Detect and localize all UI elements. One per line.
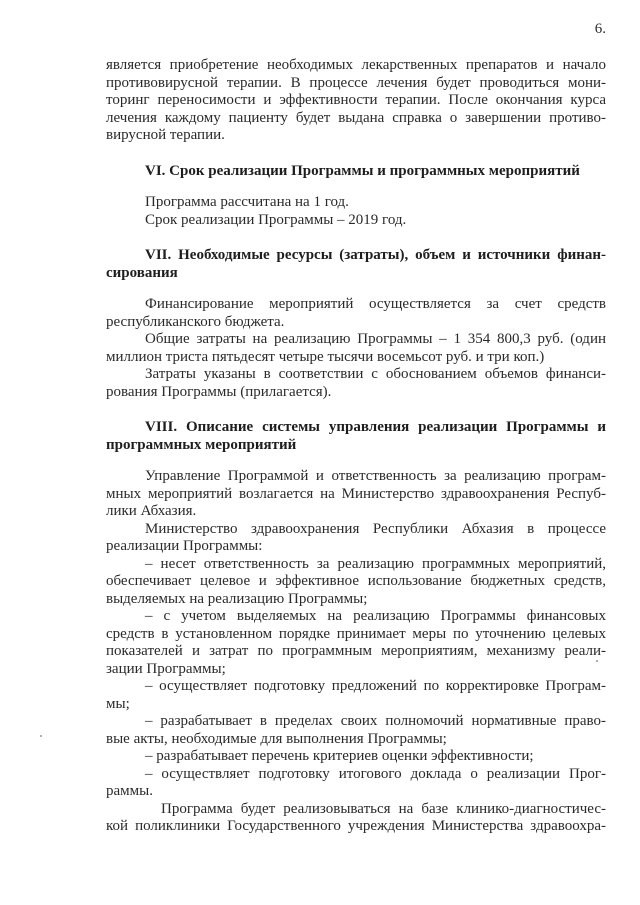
paragraph bbox=[106, 331, 606, 366]
text-line: – разрабатывает в пределах своих полномочий нормативные право- bbox=[145, 713, 606, 729]
text-line: выделяемых на реализацию Программы; bbox=[106, 590, 368, 607]
text-line: Срок реализации Программы – 2019 год. bbox=[145, 211, 407, 228]
text-line: VI. Срок реализации Программы и программных мероприятий bbox=[145, 162, 580, 179]
text-line: Программа рассчитана на 1 год. bbox=[145, 194, 349, 210]
text-line: – с учетом выделяемых на реализацию Программы финансовых bbox=[145, 608, 606, 624]
text-line: вирусной терапии. bbox=[106, 127, 225, 143]
paragraph bbox=[106, 748, 606, 766]
text-line: программных мероприятий bbox=[106, 436, 297, 453]
text-line: противовирусной терапии. В процессе лечения будет проводиться мони- bbox=[106, 74, 606, 91]
scan-speck bbox=[40, 735, 42, 737]
text-line: средств в установленном порядке принимает меры по уточнению целевых bbox=[106, 625, 606, 642]
paragraph bbox=[106, 212, 606, 230]
section-heading bbox=[106, 247, 606, 282]
paragraph bbox=[106, 296, 606, 331]
text-line: – несет ответственность за реализацию программных мероприятий, bbox=[145, 555, 606, 572]
text-line: республиканского бюджета. bbox=[106, 313, 285, 330]
paragraph bbox=[106, 556, 606, 609]
paragraph bbox=[106, 57, 606, 145]
text-line: лики Абхазия. bbox=[106, 503, 197, 519]
document-body bbox=[106, 57, 606, 836]
text-line: – осуществляет подготовку итогового доклада о реализации Прог- bbox=[145, 765, 606, 782]
section-heading bbox=[106, 163, 606, 181]
text-line: Министерство здравоохранения Республики Абхазия в процессе bbox=[145, 520, 606, 537]
text-line: Программа будет реализовываться на базе клинико-диагностичес- bbox=[161, 800, 606, 817]
paragraph bbox=[106, 194, 606, 212]
text-line: VII. Необходимые ресурсы (затраты), объем и источники финан- bbox=[145, 247, 606, 263]
scan-speck bbox=[596, 660, 598, 662]
text-line: рования Программы (прилагается). bbox=[106, 383, 332, 400]
text-line: сирования bbox=[106, 264, 178, 281]
text-line: Затраты указаны в соответствии с обоснованием объемов финанси- bbox=[145, 366, 606, 382]
text-line: мных мероприятий возлагается на Министерство здравоохранения Респуб- bbox=[106, 485, 606, 502]
text-line: Управление Программой и ответственность за реализацию програм- bbox=[145, 468, 606, 484]
paragraph bbox=[106, 678, 606, 713]
text-line: обеспечивает целевое и эффективное использование бюджетных средств, bbox=[106, 573, 606, 589]
paragraph bbox=[106, 766, 606, 801]
text-line: вые акты, необходимые для выполнения Программы; bbox=[106, 730, 447, 747]
text-line: реализации Программы: bbox=[106, 538, 263, 554]
section-heading bbox=[106, 419, 606, 454]
text-line: VIII. Описание системы управления реализации Программы и bbox=[145, 419, 606, 435]
paragraph bbox=[106, 801, 606, 836]
text-line: раммы. bbox=[106, 783, 153, 799]
text-line: – осуществляет подготовку предложений по корректировке Програм- bbox=[145, 678, 606, 694]
text-line: миллион триста пятьдесят четыре тысячи восемьсот руб. и три коп.) bbox=[106, 348, 545, 365]
paragraph bbox=[106, 521, 606, 556]
text-line: лечения каждому пациенту будет выдана справка о завершении противо- bbox=[106, 109, 606, 126]
text-line: мы; bbox=[106, 695, 130, 712]
text-line: является приобретение необходимых лекарственных препаратов и начало bbox=[106, 57, 606, 73]
paragraph bbox=[106, 468, 606, 521]
text-line: кой поликлиники Государственного учреждения Министерства здравоохра- bbox=[106, 818, 606, 834]
text-line: зации Программы; bbox=[106, 660, 226, 677]
paragraph bbox=[106, 366, 606, 401]
text-line: Финансирование мероприятий осуществляется за счет средств bbox=[145, 296, 606, 312]
page-number: 6. bbox=[594, 21, 606, 37]
text-line: Общие затраты на реализацию Программы – 1 354 800,3 руб. (один bbox=[145, 331, 606, 347]
text-line: показателей и затрат по программным мероприятиям, механизму реали- bbox=[106, 643, 606, 659]
paragraph bbox=[106, 608, 606, 678]
paragraph bbox=[106, 713, 606, 748]
text-line: торинг переносимости и эффективности терапии. После окончания курса bbox=[106, 92, 606, 108]
text-line: – разрабатывает перечень критериев оценки эффективности; bbox=[145, 748, 534, 764]
